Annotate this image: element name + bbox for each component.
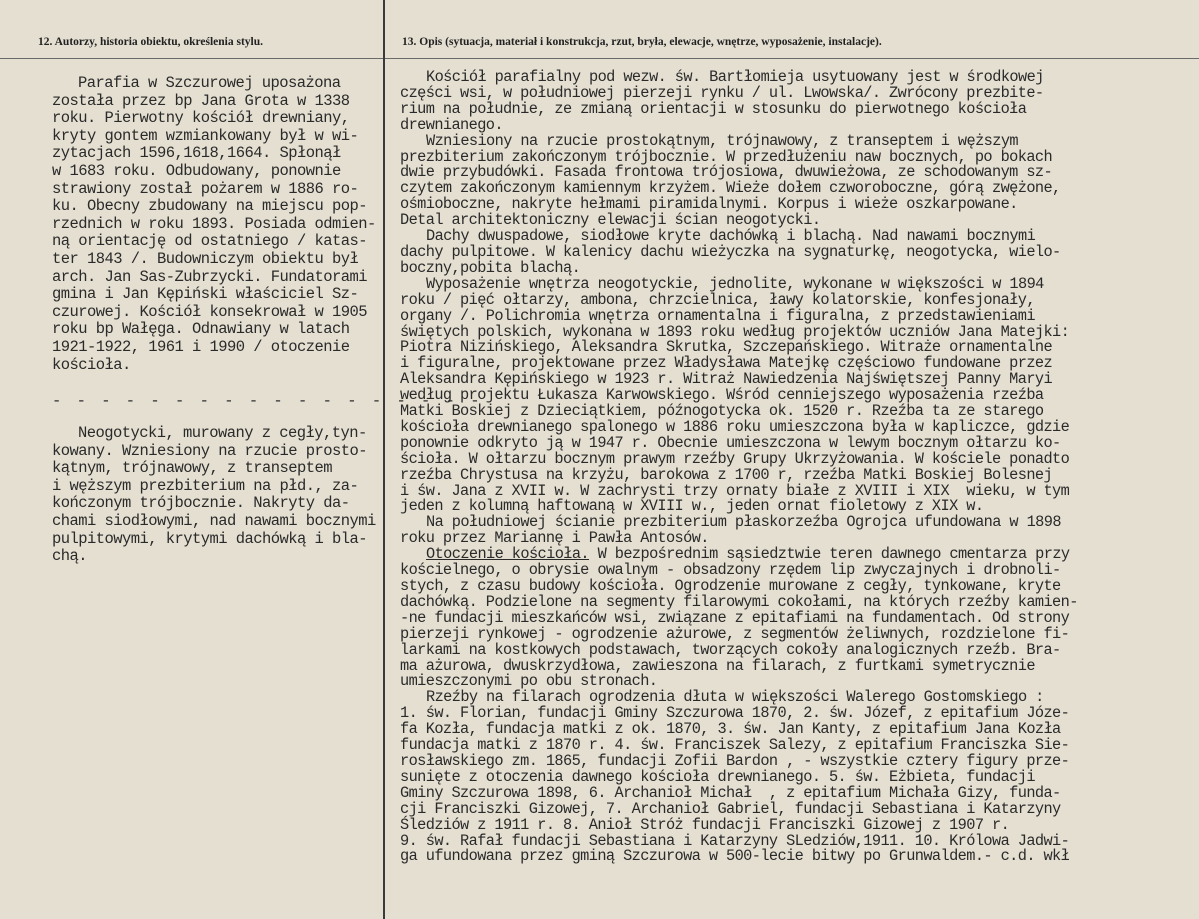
history-line: w 1683 roku. Odbudowany, ponownie xyxy=(52,161,341,180)
history-line: czurowej. Kościół konsekrował w 1905 xyxy=(52,302,368,321)
history-line: roku. Pierwotny kościół drewniany, xyxy=(52,109,350,128)
description-line: -ne fundacji mieszkańców wsi, związane z epitafiami na fundamentach. Od strony xyxy=(400,608,1070,627)
description-line: ośmioboczne, nakryte hełmami piramidalnymi. Korpus i wieże oszkarpowane. xyxy=(400,195,1018,214)
description-line: według projektu Łukasza Karwowskiego. Wśród cenniejszego wyposażenia rzeźba xyxy=(400,386,1044,405)
description-line: i św. Jana z XVII w. W zachrysti trzy ornaty białe z XVIII i XIX wieku, w tym xyxy=(400,481,1070,500)
description-line: jeden z kolumną haftowaną w XVIII w., jeden ornat fioletowy z XIX w. xyxy=(400,497,984,516)
description-line: Kościół parafialny pod wezw. św. Bartłomieja usytuowany jest w środkowej xyxy=(426,68,1044,86)
description-line: Detal architektoniczny elewacji ścian neogotycki. xyxy=(400,211,821,230)
description-line: kościoła drewnianego spalonego w 1886 roku umieszczona była w kapliczce, gdzie xyxy=(400,417,1070,436)
description-line: Wyposażenie wnętrza neogotyckie, jednolite, wykonane w większości w 1894 xyxy=(426,274,1044,293)
description-line: ga ufundowana przez gminą Szczurowa w 500-lecie bitwy po Grunwaldem.- c.d. wkł xyxy=(400,847,1070,866)
description-line: organy /. Polichromia wnętrza ornamentalna i figuralna, z przedstawieniami xyxy=(400,306,1035,325)
history-line: roku bp Wałęga. Odnawiany w latach xyxy=(52,320,350,339)
style-line: pulpitowymi, krytymi dachówką i bla- xyxy=(52,529,368,548)
description-line: Wzniesiony na rzucie prostokątnym, trójnawowy, z transeptem i węższym xyxy=(426,131,1018,150)
description-line: świętych polskich, wykonana w 1893 roku według projektów uczniów Jana Matejki: xyxy=(400,322,1070,341)
description-line: i figuralne, projektowane przez Władysława Matejkę częściowo fundowane przez xyxy=(400,354,1053,373)
history-line: Parafia w Szczurowej uposażona xyxy=(78,74,341,92)
style-line: kowany. Wzniesiony na rzucie prosto- xyxy=(52,441,368,460)
description-text xyxy=(400,70,1195,865)
history-line: gmina i Jan Kępiński właściciel Sz- xyxy=(52,285,359,304)
description-line: Matki Boskiej z Dzieciątkiem, późnogotycka ok. 1520 r. Rzeźba ta ze starego xyxy=(400,402,1044,421)
description-line: stych, z czasu budowy kościoła. Ogrodzenie murowane z cegły, tynkowane, kryte xyxy=(400,577,1061,595)
style-line: chą. xyxy=(52,547,88,566)
style-text xyxy=(52,425,387,566)
left-column-header: 12. Autorzy, historia obiektu, określenia stylu. xyxy=(38,36,264,48)
description-line: kościelnego, o obrysie owalnym - obsadzony rzędem lip zwyczajnych i drobnoli- xyxy=(400,561,1061,580)
description-line: Otoczenie kościoła. W bezpośrednim sąsiedztwie teren dawnego cmentarza przy xyxy=(426,545,1070,564)
description-line: Na południowej ścianie prezbiterium płaskorzeźba Ogrojca ufundowana w 1898 xyxy=(426,513,1061,532)
history-line: ter 1843 /. Budowniczym obiektu był xyxy=(52,249,359,268)
description-line: fa Kozła, fundacja matki z ok. 1870, 3. św. Jan Kanty, z epitafium Jana Kozła xyxy=(400,720,1061,739)
description-line: roku przez Mariannę i Pawła Antosów. xyxy=(400,529,709,548)
style-line: kątnym, trójnawowy, z transeptem xyxy=(52,459,333,478)
description-line: drewnianego. xyxy=(400,115,503,134)
history-line: ku. Obecny zbudowany na miejscu pop- xyxy=(52,197,368,216)
history-line: ną orientację od ostatniego / katas- xyxy=(52,232,368,251)
history-line: arch. Jan Sas-Zubrzycki. Fundatorami xyxy=(52,267,368,286)
history-line: rzednich w roku 1893. Posiada odmien- xyxy=(52,214,376,233)
description-line: umieszczonymi po obu stronach. xyxy=(400,672,658,691)
history-line: strawiony został pożarem w 1886 ro- xyxy=(52,179,359,198)
history-text xyxy=(52,75,387,374)
description-line: Dachy dwuspadowe, siodłowe kryte dachówką i blachą. Nad nawami bocznymi xyxy=(426,227,1036,246)
description-line: czytem zakończonym kamiennym krzyżem. Wieże dołem czworoboczne, górą zwężone, xyxy=(400,179,1061,198)
description-line: larkami na kostkowych podstawach, tworzących cokoły analogicznych rzeźb. Bra- xyxy=(400,640,1061,659)
history-line: kryty gontem wzmiankowany był w wi- xyxy=(52,126,359,145)
style-line: kończonym trójbocznie. Nakryty da- xyxy=(52,494,350,513)
description-line: części wsi, w południowej pierzeji rynku / ul. Lwowska/. Zwrócony prezbite- xyxy=(400,83,1044,102)
description-line: fundacja matki z 1870 r. 4. św. Franciszek Salezy, z epitafium Franciszka Sie- xyxy=(400,736,1070,755)
description-line: Piotra Nizińskiego, Aleksandra Skrutka, Szczepańskiego. Witraże ornamentalne xyxy=(400,338,1053,357)
section-separator: - - - - - - - - - - - - - - - - - - xyxy=(52,392,483,410)
description-line: ma ażurowa, dwuskrzydłowa, zawieszona na filarach, z furtkami symetrycznie xyxy=(400,656,1035,675)
description-line: 9. św. Rafał fundacji Sebastiana i Katarzyny SLedziów,1911. 10. Królowa Jadwi- xyxy=(400,831,1070,850)
description-line: rosławskiego zm. 1865, fundacji Zofii Bardon , - wszystkie cztery figury prze- xyxy=(400,751,1070,770)
description-line: Aleksandra Kępińskiego w 1923 r. Witraż Nawiedzenia Najświętszej Panny Maryi xyxy=(400,370,1053,389)
history-line: zytacjach 1596,1618,1664. Spłonął xyxy=(52,144,341,163)
description-line: pierzeji rynkowej - ogrodzenie ażurowe, z segmentów żeliwnych, rozdzielone fi- xyxy=(400,624,1070,643)
description-line: Gminy Szczurowa 1898, 6. Archanioł Michał , z epitafium Michała Gizy, funda- xyxy=(400,783,1061,802)
description-line: dachówką. Podzielone na segmenty filarowymi cokołami, na których rzeźby kamien- xyxy=(400,592,1078,611)
description-line: 1. św. Florian, fundacji Gminy Szczurowa 1870, 2. św. Józef, z epitafium Józe- xyxy=(400,704,1070,723)
description-line: cji Franciszki Gizowej, 7. Archanioł Gabriel, fundacji Sebastiana i Katarzyny xyxy=(400,799,1061,818)
style-line: i węższym prezbiterium na płd., za- xyxy=(52,476,359,495)
style-line: chami siodłowymi, nad nawami bocznymi xyxy=(52,511,376,530)
header-rule xyxy=(0,58,1199,59)
description-line: boczny,pobita blachą. xyxy=(400,258,581,277)
description-line: Rzeźby na filarach ogrodzenia dłuta w większości Walerego Gostomskiego : xyxy=(426,688,1044,707)
right-column-header: 13. Opis (sytuacja, materiał i konstrukcja, rzut, bryła, elewacje, wnętrze, wyposażenie, instalacje). xyxy=(402,36,882,48)
history-line: 1921-1922, 1961 i 1990 / otoczenie xyxy=(52,337,350,356)
description-line: sunięte z otoczenia dawnego kościoła drewnianego. 5. św. Eżbieta, fundacji xyxy=(400,767,1035,786)
history-line: została przez bp Jana Grota w 1338 xyxy=(52,91,350,110)
history-line: kościoła. xyxy=(52,355,131,374)
description-line: roku / pięć ołtarzy, ambona, chrzcielnica, ławy kolatorskie, konfesjonały, xyxy=(400,290,1035,309)
description-line: Śledziów z 1911 r. 8. Anioł Stróż fundacji Franciszki Gizowej z 1907 r. xyxy=(400,815,1010,834)
description-line: ścioła. W ołtarzu bocznym prawym rzeźby Grupy Ukrzyżowania. W kościele ponadto xyxy=(400,449,1070,468)
description-line: prezbiterium zakończonym trójbocznie. W przedłużeniu naw bocznych, po bokach xyxy=(400,147,1053,166)
description-line: rzeźba Chrystusa na krzyżu, barokowa z 1700 r, rzeźba Matki Boskiej Bolesnej xyxy=(400,465,1053,484)
description-line: dachy pulpitowe. W kalenicy dachu wieżyczka na sygnaturkę, neogotycka, wielo- xyxy=(400,242,1061,261)
description-line: ponownie odkryto ją w 1947 r. Obecnie umieszczona w lewym bocznym ołtarzu ko- xyxy=(400,433,1061,452)
description-line: dwie przybudówki. Fasada frontowa trójosiowa, dwuwieżowa, ze schodowanym sz- xyxy=(400,163,1053,182)
description-line: rium na południe, ze zmianą orientacji w stosunku do pierwotnego kościoła xyxy=(400,99,1027,118)
style-line: Neogotycki, murowany z cegły,tyn- xyxy=(78,424,367,442)
